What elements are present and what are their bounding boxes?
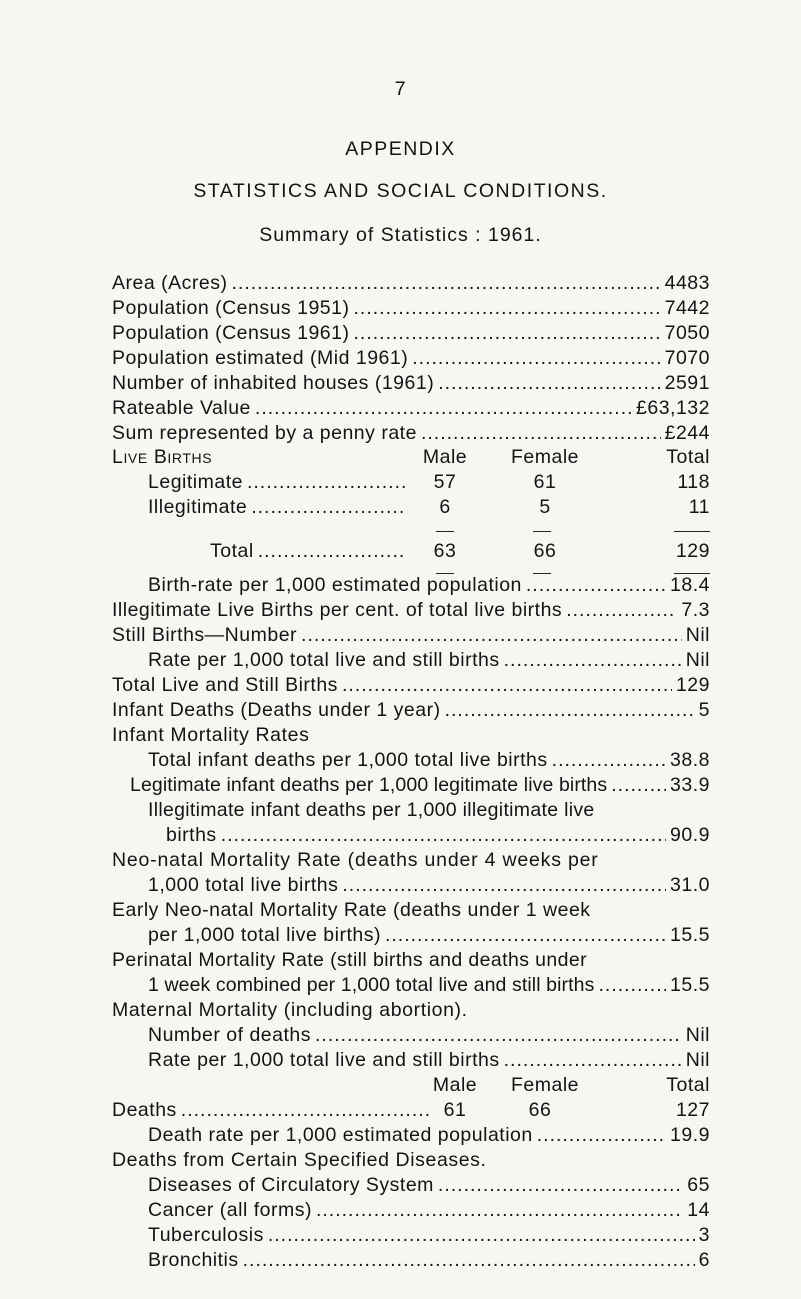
row-value: 65 (687, 1174, 710, 1196)
leader-dots (301, 624, 682, 647)
stat-value: £63,132 (636, 397, 710, 419)
legitimate-male: 57 (433, 471, 457, 493)
row-label: 1 week combined per 1,000 total live and still births (148, 974, 595, 996)
disease-row-tuberculosis (148, 1224, 710, 1248)
row-label: Total infant deaths per 1,000 total live births (148, 749, 548, 771)
stat-row-area (112, 272, 710, 296)
stat-label: Rateable Value (112, 397, 251, 419)
section-heading: STATISTICS AND SOCIAL CONDITIONS. (193, 180, 608, 202)
leader-dots (438, 1174, 683, 1197)
leader-dots (611, 774, 666, 797)
disease-row-cancer (148, 1199, 710, 1223)
illegitimate-percent-row (112, 599, 710, 623)
infant-deaths-row (112, 699, 710, 723)
stat-row-population-estimated (112, 347, 710, 371)
total-infant-row (148, 749, 710, 773)
row-label: Rate per 1,000 total live and still births (148, 649, 500, 671)
row-label: Infant Deaths (Deaths under 1 year) (112, 699, 441, 721)
leader-dots (231, 272, 660, 295)
row-label: Cancer (all forms) (148, 1199, 312, 1221)
perinatal-line1: Perinatal Mortality Rate (still births and deaths under (112, 949, 588, 971)
legitimate-female: 61 (533, 471, 557, 493)
row-label: Number of deaths (148, 1024, 312, 1046)
leader-dots (316, 1199, 683, 1222)
stat-row-census-1961 (112, 322, 710, 346)
stat-label: Population estimated (Mid 1961) (112, 347, 409, 369)
row-value: 129 (675, 674, 710, 696)
leader-dots (258, 540, 406, 563)
row-label: Death rate per 1,000 estimated population (148, 1124, 533, 1146)
row-label: births (166, 824, 217, 846)
row-value: 6 (698, 1249, 710, 1271)
row-label: Birth-rate per 1,000 estimated population (148, 574, 522, 596)
disease-row-bronchitis (148, 1249, 710, 1273)
illegitimate-female: 5 (539, 496, 551, 518)
stat-value: 7070 (664, 347, 710, 369)
row-value: 19.9 (670, 1124, 710, 1146)
leader-dots (353, 322, 660, 345)
leader-dots (537, 1124, 666, 1147)
stat-value: 4483 (664, 272, 710, 294)
leader-dots (504, 1049, 682, 1072)
illegitimate-male: 6 (439, 496, 451, 518)
row-label: Rate per 1,000 total live and still births (148, 1049, 500, 1071)
row-label: Legitimate infant deaths per 1,000 legitimate live births (130, 774, 608, 796)
live-births-row-total (210, 540, 410, 564)
legitimate-total: 118 (677, 471, 710, 493)
appendix-heading: APPENDIX (345, 138, 456, 160)
deaths-col-male: Male (432, 1074, 478, 1096)
row-value: 90.9 (670, 824, 710, 846)
row-value: 15.5 (670, 924, 710, 946)
col-header-male: Male (422, 446, 468, 468)
total-male: 63 (433, 540, 457, 562)
stat-value: £244 (664, 422, 710, 444)
stat-value: 2591 (664, 372, 710, 394)
deaths-female: 66 (528, 1099, 552, 1121)
row-value: Nil (685, 1049, 710, 1071)
live-births-row-illegitimate (148, 496, 410, 520)
legit-infant-row (130, 774, 710, 798)
row-label: Tuberculosis (148, 1224, 264, 1246)
row-value: 38.8 (670, 749, 710, 771)
live-births-row-legitimate (148, 471, 410, 495)
stat-label: Population (Census 1961) (112, 322, 350, 344)
leader-dots (438, 372, 660, 395)
leader-dots (315, 1024, 682, 1047)
still-births-rate-row (148, 649, 710, 673)
row-label: Diseases of Circulatory System (148, 1174, 434, 1196)
row-value: 15.5 (670, 974, 710, 996)
deaths-col-female: Female (510, 1074, 580, 1096)
still-births-number-row (112, 624, 710, 648)
leader-dots (342, 874, 666, 897)
stat-label: Number of inhabited houses (1961) (112, 372, 435, 394)
illegitimate-total: 11 (688, 496, 710, 518)
leader-dots (552, 749, 666, 772)
leader-dots (255, 397, 632, 420)
deaths-col-total: Total (666, 1074, 710, 1096)
row-label: Legitimate (148, 471, 243, 493)
leader-dots (385, 924, 666, 947)
leader-dots (243, 1249, 695, 1272)
deaths-total: 127 (675, 1099, 710, 1121)
stat-value: 7442 (664, 297, 710, 319)
sum-rule-male (436, 531, 454, 532)
leader-dots (181, 1099, 430, 1122)
leader-dots (251, 496, 406, 519)
birth-rate-row (148, 574, 710, 598)
leader-dots (268, 1224, 695, 1247)
live-births-heading: Live Births (112, 446, 213, 468)
row-value: 18.4 (670, 574, 710, 596)
leader-dots (598, 974, 666, 997)
neonatal-line1: Neo-natal Mortality Rate (deaths under 4 weeks per (112, 849, 599, 871)
early-neonatal-row (148, 924, 710, 948)
specified-diseases-heading: Deaths from Certain Specified Diseases. (112, 1149, 487, 1171)
row-value: 14 (687, 1199, 710, 1221)
total-live-still-row (112, 674, 710, 698)
stat-row-census-1951 (112, 297, 710, 321)
col-header-female: Female (510, 446, 580, 468)
row-value: 7.3 (681, 599, 710, 621)
sum-rule-total (674, 531, 710, 532)
row-value: Nil (685, 1024, 710, 1046)
maternal-heading: Maternal Mortality (including abortion). (112, 999, 468, 1021)
row-value: 31.0 (670, 874, 710, 896)
row-label: per 1,000 total live births) (148, 924, 381, 946)
leader-dots (566, 599, 677, 622)
stat-row-inhabited-houses (112, 372, 710, 396)
disease-row-circulatory (148, 1174, 710, 1198)
leader-dots (247, 471, 406, 494)
row-label: Illegitimate (148, 496, 248, 518)
leader-dots (342, 674, 672, 697)
leader-dots (504, 649, 682, 672)
row-label: Bronchitis (148, 1249, 239, 1271)
early-neonatal-line1: Early Neo-natal Mortality Rate (deaths under 1 week (112, 899, 591, 921)
leader-dots (421, 422, 661, 445)
death-rate-row (148, 1124, 710, 1148)
sum-rule-female (533, 531, 551, 532)
stat-row-rateable-value (112, 397, 710, 421)
row-label: Still Births—Number (112, 624, 298, 646)
col-header-total: Total (666, 446, 710, 468)
maternal-number-row (148, 1024, 710, 1048)
stat-label: Sum represented by a penny rate (112, 422, 417, 444)
stat-label: Area (Acres) (112, 272, 228, 294)
total-total: 129 (675, 540, 710, 562)
leader-dots (353, 297, 660, 320)
row-value: 33.9 (670, 774, 710, 796)
leader-dots (445, 699, 695, 722)
summary-title: Summary of Statistics : 1961. (259, 224, 542, 246)
row-label: Deaths (112, 1099, 177, 1121)
stat-value: 7050 (664, 322, 710, 344)
leader-dots (526, 574, 666, 597)
row-label: 1,000 total live births (148, 874, 339, 896)
row-value: Nil (685, 624, 710, 646)
neonatal-row (148, 874, 710, 898)
maternal-rate-row (148, 1049, 710, 1073)
total-female: 66 (533, 540, 557, 562)
leader-dots (221, 824, 666, 847)
row-value: 5 (698, 699, 710, 721)
infant-mortality-heading: Infant Mortality Rates (112, 724, 310, 746)
row-label: Total (210, 540, 254, 562)
page-number: 7 (394, 78, 407, 100)
row-label: Total Live and Still Births (112, 674, 338, 696)
perinatal-row (148, 974, 710, 998)
deaths-row (112, 1099, 434, 1123)
row-label: Illegitimate Live Births per cent. of total live births (112, 599, 563, 621)
leader-dots (412, 347, 660, 370)
row-value: 3 (698, 1224, 710, 1246)
deaths-male: 61 (443, 1099, 467, 1121)
stat-row-penny-rate (112, 422, 710, 446)
illegit-infant-row (166, 824, 710, 848)
stat-label: Population (Census 1951) (112, 297, 350, 319)
illegit-infant-line1: Illegitimate infant deaths per 1,000 illegitimate live (148, 799, 595, 821)
row-value: Nil (685, 649, 710, 671)
